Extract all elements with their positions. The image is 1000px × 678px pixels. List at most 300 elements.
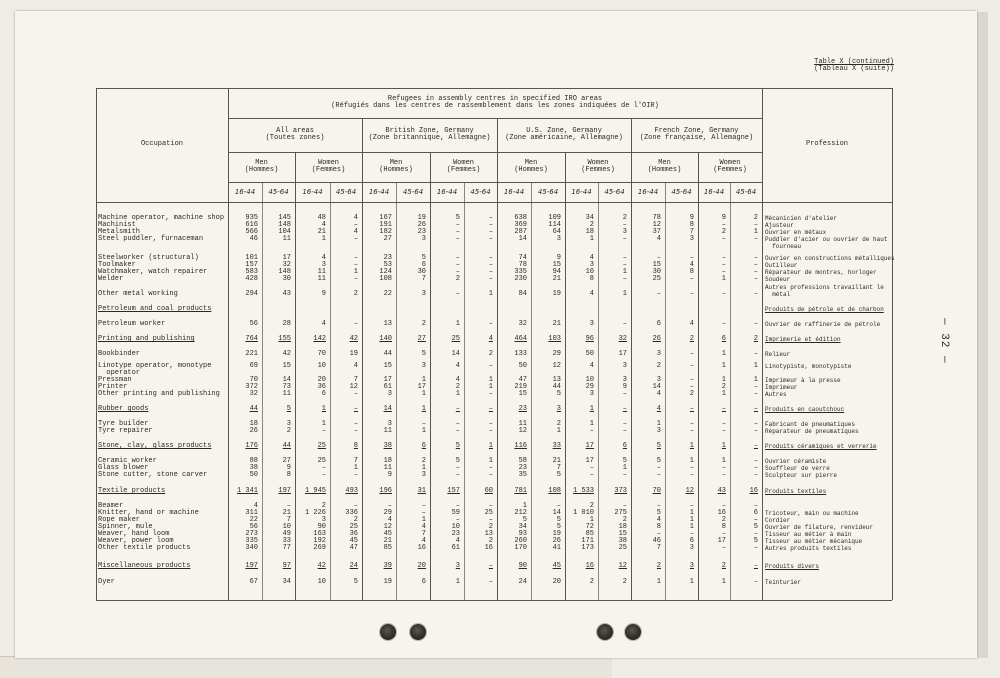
value-cell: 10 [317, 362, 326, 370]
value-cell: – [753, 427, 758, 435]
value-cell: 3 [589, 320, 594, 328]
sex-label: Men [524, 158, 538, 167]
value-cell: 1 [753, 362, 758, 370]
value-cell: 21 [552, 457, 561, 465]
value-cell: 9 [721, 214, 726, 222]
value-cell: 5 [455, 457, 460, 465]
value-cell: 47 [349, 544, 358, 552]
underlying-sheet [0, 656, 612, 678]
value-cell: 1 [589, 516, 594, 524]
page-edge [976, 12, 988, 658]
value-cell: 1 [421, 405, 426, 413]
value-cell: 493 [345, 487, 358, 495]
age-group-label: 45-64 [671, 187, 692, 196]
value-cell: – [589, 471, 594, 479]
women-header [698, 152, 762, 182]
value-cell: – [753, 275, 758, 283]
value-cell: – [488, 562, 493, 570]
value-cell: 1 [421, 376, 426, 384]
value-cell: 1 [656, 578, 661, 586]
occupation-cell: Tyre repairer [98, 427, 153, 435]
profession-cell: Sculpteur sur pierre [765, 472, 838, 479]
value-cell: – [353, 235, 358, 243]
value-cell: – [753, 268, 758, 276]
value-cell: – [753, 320, 758, 328]
women-header [565, 152, 631, 182]
occupation-cell: Watchmaker, watch repairer [98, 268, 208, 276]
value-cell: 36 [349, 530, 358, 538]
value-cell: 176 [245, 442, 258, 450]
value-cell: – [721, 320, 726, 328]
occupation-cell: Machine operator, machine shop [98, 214, 225, 222]
table-row [0, 276, 1000, 283]
value-cell: 16 [749, 487, 758, 495]
value-cell: 4 [421, 523, 426, 531]
value-cell: 1 [488, 290, 493, 298]
profession-cell: Tricoteur, main ou machine [765, 510, 859, 517]
value-cell: – [387, 502, 392, 510]
age-header [730, 182, 762, 202]
value-cell: 19 [552, 290, 561, 298]
value-cell: – [721, 502, 726, 510]
value-cell: 7 [556, 464, 561, 472]
value-cell: – [455, 420, 460, 428]
value-cell: – [689, 464, 694, 472]
value-cell: 2 [421, 457, 426, 465]
value-cell: – [753, 442, 758, 450]
value-cell: 8 [689, 268, 694, 276]
profession-cell: Produits céramiques et verrerie [765, 443, 877, 450]
occupation-header-label: Occupation [140, 140, 183, 149]
value-cell: 182 [379, 228, 392, 236]
value-cell: – [488, 320, 493, 328]
value-cell: 25 [618, 544, 627, 552]
age-header [531, 182, 565, 202]
profession-cell: Tisseur au métier à main [765, 531, 852, 538]
value-cell: 6 [689, 537, 694, 545]
value-cell: 11 [383, 464, 392, 472]
binding-hole [597, 624, 613, 640]
value-cell: 11 [282, 390, 291, 398]
value-cell: 109 [548, 214, 561, 222]
profession-header [762, 88, 892, 202]
profession-cell: Produits en caoutchouc [765, 406, 845, 413]
value-cell: 335 [245, 537, 258, 545]
value-cell: 4 [656, 235, 661, 243]
profession-cell: Puddler d'acier ou ouvrier de haut fourneau [765, 236, 888, 250]
value-cell: 163 [313, 530, 326, 538]
value-cell: 27 [383, 235, 392, 243]
occupation-cell: Machinist [98, 221, 136, 229]
value-cell: – [689, 405, 694, 413]
value-cell: 372 [245, 383, 258, 391]
profession-cell: Outilleur [765, 262, 798, 269]
value-cell: 428 [245, 275, 258, 283]
value-cell: – [753, 471, 758, 479]
profession-cell: Imprimeur à la presse [765, 377, 841, 384]
value-cell: 50 [249, 471, 258, 479]
value-cell: 11 [383, 427, 392, 435]
value-cell: – [353, 420, 358, 428]
value-cell: 23 [417, 228, 426, 236]
profession-cell: Produits de pétrole et de charbon [765, 306, 884, 313]
age-group-label: 16-44 [637, 187, 659, 196]
value-cell: – [753, 261, 758, 269]
profession-cell: Ouvrier en métaux [765, 229, 827, 236]
profession-cell: Teinturier [765, 579, 802, 586]
value-cell: 44 [282, 442, 291, 450]
value-cell: 4 [321, 254, 326, 262]
value-cell: 8 [286, 471, 291, 479]
value-cell: 12 [383, 523, 392, 531]
value-cell: 6 [421, 261, 426, 269]
value-cell: 97 [282, 562, 291, 570]
value-cell: 3 [622, 228, 627, 236]
value-cell: 24 [349, 562, 358, 570]
value-cell: – [622, 427, 627, 435]
value-cell: 19 [417, 214, 426, 222]
value-cell: 5 [622, 457, 627, 465]
value-cell: – [721, 235, 726, 243]
value-cell: 29 [552, 350, 561, 358]
occupation-cell: Tyre builder [98, 420, 149, 428]
age-group-label: 45-64 [470, 187, 491, 196]
value-cell: 4 [421, 537, 426, 545]
value-cell: 4 [689, 261, 694, 269]
value-cell: – [488, 471, 493, 479]
value-cell: 4 [656, 516, 661, 524]
profession-cell: Relieur [765, 351, 791, 358]
sex-label: Women [719, 158, 741, 167]
age-header [228, 182, 262, 202]
value-cell: 7 [689, 228, 694, 236]
grid-line [96, 202, 892, 203]
value-cell: 32 [282, 261, 291, 269]
value-cell: 2 [721, 228, 726, 236]
value-cell: 369 [514, 221, 527, 229]
grid-line [228, 152, 762, 153]
value-cell: 36 [317, 383, 326, 391]
occupation-cell: Steelworker (structural) [98, 254, 199, 262]
value-cell: 27 [282, 457, 291, 465]
value-cell: 3 [321, 261, 326, 269]
value-cell: 15 [552, 261, 561, 269]
sex-label-fr: (Hommes) [514, 166, 548, 174]
value-cell: 6 [622, 442, 627, 450]
value-cell: 44 [383, 350, 392, 358]
value-cell: 4 [656, 390, 661, 398]
value-cell: – [488, 390, 493, 398]
value-cell: 53 [383, 261, 392, 269]
value-cell: – [589, 427, 594, 435]
value-cell: – [721, 254, 726, 262]
value-cell: 2 [589, 221, 594, 229]
value-cell: 2 [622, 214, 627, 222]
value-cell: 1 [353, 464, 358, 472]
value-cell: 2 [721, 383, 726, 391]
value-cell: 2 [488, 537, 493, 545]
value-cell: 1 [721, 442, 726, 450]
value-cell: 26 [417, 221, 426, 229]
value-cell: 566 [245, 228, 258, 236]
value-cell: 50 [585, 350, 594, 358]
occupation-cell: Ceramic worker [98, 457, 157, 465]
value-cell: 1 [721, 578, 726, 586]
value-cell: – [455, 268, 460, 276]
value-cell: – [488, 464, 493, 472]
value-cell: 12 [618, 562, 627, 570]
value-cell: 17 [417, 383, 426, 391]
value-cell: – [689, 350, 694, 358]
value-cell: – [488, 502, 493, 510]
occupation-cell: Steel puddler, furnaceman [98, 235, 204, 243]
profession-cell: Produits textiles [765, 488, 827, 495]
value-cell: – [753, 221, 758, 229]
profession-cell: Produits divers [765, 563, 820, 570]
table-row [0, 269, 1000, 276]
table-row [0, 235, 1000, 250]
sex-label: Men [389, 158, 403, 167]
value-cell: – [488, 427, 493, 435]
group-title-header [228, 88, 762, 118]
value-cell: 103 [548, 335, 561, 343]
value-cell: 21 [552, 320, 561, 328]
value-cell: 85 [585, 530, 594, 538]
age-group-label: 45-64 [268, 187, 289, 196]
value-cell: 61 [383, 383, 392, 391]
value-cell: 1 [589, 420, 594, 428]
area-name-fr: (Toutes zones) [265, 134, 325, 142]
table-row [0, 351, 1000, 358]
age-group-label: 45-64 [735, 187, 757, 196]
value-cell: 43 [282, 290, 291, 298]
age-header [396, 182, 430, 202]
value-cell: – [455, 502, 460, 510]
value-cell: 46 [249, 235, 258, 243]
value-cell: – [753, 383, 758, 391]
value-cell: 10 [585, 268, 594, 276]
value-cell: 96 [585, 335, 594, 343]
value-cell: – [353, 427, 358, 435]
value-cell: 77 [282, 544, 291, 552]
age-group-label: 16-44 [571, 187, 592, 196]
grid-line [96, 88, 892, 89]
value-cell: 42 [317, 562, 326, 570]
value-cell: 2 [286, 427, 291, 435]
value-cell: 21 [317, 228, 326, 236]
value-cell: 1 [589, 405, 594, 413]
value-cell: – [622, 405, 627, 413]
group-title: Refugees in assembly centres in specified IRO areas [387, 94, 603, 103]
sex-label: Women [587, 158, 609, 167]
value-cell: 221 [245, 350, 258, 358]
value-cell: 22 [249, 516, 258, 524]
value-cell: 18 [618, 523, 627, 531]
value-cell: 373 [614, 487, 627, 495]
value-cell: 10 [451, 523, 460, 531]
value-cell: 93 [518, 530, 527, 538]
value-cell: – [421, 420, 426, 428]
value-cell: 1 [721, 350, 726, 358]
value-cell: – [689, 420, 694, 428]
value-cell: 167 [379, 214, 392, 222]
value-cell: 64 [552, 228, 561, 236]
value-cell: 7 [353, 457, 358, 465]
value-cell: 7 [353, 376, 358, 384]
value-cell: – [753, 578, 758, 586]
occupation-cell: Other printing and publishing [98, 390, 220, 398]
value-cell: – [353, 320, 358, 328]
value-cell: 287 [514, 228, 527, 236]
value-cell: 78 [518, 261, 527, 269]
area-name: French Zone, Germany [654, 126, 739, 135]
age-header [295, 182, 330, 202]
sex-label-fr: (Hommes) [244, 166, 279, 174]
age-header [665, 182, 698, 202]
sex-label: Women [452, 158, 474, 167]
value-cell: 124 [379, 268, 392, 276]
value-cell: 14 [282, 376, 291, 384]
table-row [0, 255, 1000, 262]
table-row [0, 579, 1000, 586]
value-cell: 20 [317, 376, 326, 384]
sex-label-fr: (Hommes) [379, 166, 413, 174]
value-cell: 9 [286, 464, 291, 472]
value-cell: 9 [622, 383, 627, 391]
value-cell: 7 [656, 544, 661, 552]
value-cell: – [353, 261, 358, 269]
area-header [631, 118, 762, 152]
value-cell: 61 [451, 544, 460, 552]
value-cell: 142 [313, 335, 326, 343]
value-cell: 1 [689, 578, 694, 586]
value-cell: 3 [622, 362, 627, 370]
value-cell: 12 [652, 221, 661, 229]
value-cell: 70 [317, 350, 326, 358]
value-cell: – [455, 235, 460, 243]
table-group-row [0, 563, 1000, 570]
value-cell: 12 [552, 362, 561, 370]
value-cell: 34 [282, 578, 291, 586]
table-row [0, 428, 1000, 435]
value-cell: 38 [249, 464, 258, 472]
value-cell: 1 [522, 502, 527, 510]
value-cell: 4 [455, 362, 460, 370]
women-header [430, 152, 497, 182]
value-cell: 5 [556, 523, 561, 531]
value-cell: 11 [317, 268, 326, 276]
value-cell: 464 [514, 335, 527, 343]
occupation-cell: Welder [98, 275, 124, 283]
value-cell: 3 [286, 420, 291, 428]
sex-label-fr: (Femmes) [581, 166, 615, 174]
value-cell: 37 [652, 228, 661, 236]
sex-label-fr: (Hommes) [647, 166, 682, 174]
table-group-row [0, 406, 1000, 413]
value-cell: 85 [383, 544, 392, 552]
occupation-cell: Beamer [98, 502, 124, 510]
value-cell: 5 [286, 405, 291, 413]
value-cell: 6 [421, 578, 426, 586]
value-cell: – [455, 254, 460, 262]
value-cell: 2 [721, 516, 726, 524]
value-cell: 1 [721, 362, 726, 370]
sex-label: Men [255, 158, 268, 167]
value-cell: – [455, 471, 460, 479]
value-cell: 9 [387, 471, 392, 479]
value-cell: 44 [249, 405, 258, 413]
value-cell: – [353, 390, 358, 398]
value-cell: 2 [589, 502, 594, 510]
value-cell: 22 [383, 290, 392, 298]
value-cell: – [721, 471, 726, 479]
value-cell: – [488, 405, 493, 413]
occupation-cell: Metalsmith [98, 228, 141, 236]
table-row [0, 545, 1000, 552]
value-cell: 4 [589, 290, 594, 298]
value-cell: 88 [249, 457, 258, 465]
value-cell: 25 [349, 523, 358, 531]
value-cell: 2 [321, 502, 326, 510]
occupation-cell: Other metal working [98, 290, 178, 298]
value-cell: – [321, 471, 326, 479]
value-cell: 1 010 [572, 509, 594, 517]
value-cell: 84 [518, 290, 527, 298]
occupation-cell: Toolmaker [98, 261, 136, 269]
value-cell: 4 [455, 376, 460, 384]
value-cell: 1 [622, 290, 627, 298]
value-cell: – [421, 509, 426, 517]
value-cell: 23 [383, 254, 392, 262]
value-cell: 5 [656, 442, 661, 450]
value-cell: 17 [383, 376, 392, 384]
value-cell: 26 [249, 427, 258, 435]
value-cell: – [421, 502, 426, 510]
occupation-cell: Stone, clay, glass products [98, 442, 212, 450]
profession-cell: Tisseur au métier mécanique [765, 538, 863, 545]
value-cell: – [488, 254, 493, 262]
value-cell: – [753, 544, 758, 552]
table-row [0, 284, 1000, 298]
value-cell: – [488, 516, 493, 524]
value-cell: – [753, 350, 758, 358]
age-header [362, 182, 396, 202]
profession-cell: Réparateur de montres, horloger [765, 269, 877, 276]
value-cell: 6 [721, 335, 726, 343]
value-cell: 13 [383, 320, 392, 328]
value-cell: 56 [249, 523, 258, 531]
sex-label-fr: (Femmes) [713, 166, 747, 174]
value-cell: 9 [689, 214, 694, 222]
value-cell: – [622, 221, 627, 229]
value-cell: 5 [421, 350, 426, 358]
grid-line [96, 600, 892, 601]
value-cell: 3 [556, 235, 561, 243]
value-cell: 9 [321, 290, 326, 298]
value-cell: 7 [421, 275, 426, 283]
value-cell: 14 [518, 235, 527, 243]
value-cell: 15 [383, 362, 392, 370]
value-cell: – [656, 464, 661, 472]
occupation-cell: Weaver, power loom [98, 537, 174, 545]
value-cell: 58 [518, 457, 527, 465]
age-header [497, 182, 531, 202]
value-cell: 18 [585, 228, 594, 236]
profession-cell: Ouvrier en constructions métalliques [765, 255, 895, 262]
value-cell: 2 [455, 275, 460, 283]
value-cell: 116 [514, 442, 527, 450]
occupation-cell: Miscellaneous products [98, 562, 191, 570]
